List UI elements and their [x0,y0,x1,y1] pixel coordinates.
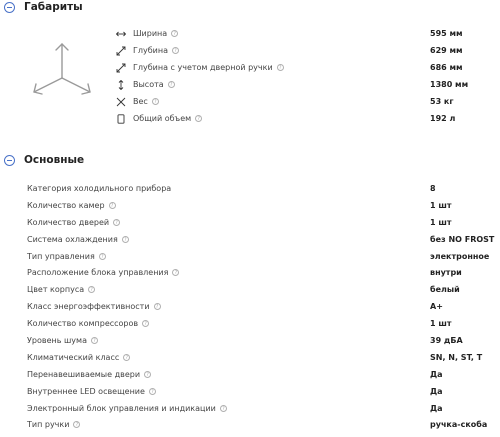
spec-label: Тип управления [27,251,95,261]
spec-label: Перенавешиваемые двери [27,369,141,379]
spec-value: 1 шт [430,319,452,329]
spec-row [27,298,496,315]
spec-row [27,416,496,433]
dimensions-list [116,25,496,127]
collapse-icon[interactable] [4,2,15,13]
dimension-value: 192 л [430,114,456,123]
dimension-label: Глубина с учетом дверной ручки [133,63,273,72]
spec-row [27,214,496,231]
spec-label: Тип ручки [27,420,70,430]
spec-value: внутри [430,268,462,278]
dimension-label: Вес [133,97,148,106]
dimension-label: Ширина [133,29,168,38]
section-header-main[interactable] [4,153,84,167]
spec-row [27,248,496,265]
depth-icon [116,46,126,56]
info-icon[interactable] [171,30,178,37]
dimension-label: Высота [133,80,164,89]
spec-value: белый [430,285,460,295]
dimension-row-width [116,25,496,42]
spec-value: Да [430,403,443,413]
spec-row [27,315,496,332]
spec-label: Климатический класс [27,352,120,362]
spec-row [27,332,496,349]
info-icon[interactable] [195,115,202,122]
spec-label: Расположение блока управления [27,268,169,278]
spec-label: Количество камер [27,200,105,210]
spec-value: 39 дБА [430,335,463,345]
spec-label: Уровень шума [27,335,87,345]
info-icon[interactable] [122,236,129,243]
dimension-value: 1380 мм [430,80,469,89]
dimension-row-volume [116,110,496,127]
section-title-main: Основные [24,154,85,166]
volume-icon [116,114,126,124]
info-icon[interactable] [142,320,149,327]
spec-row [27,231,496,248]
spec-label: Класс энергоэффективности [27,302,150,312]
spec-label: Система охлаждения [27,234,118,244]
dimension-label: Общий объем [133,114,192,123]
info-icon[interactable] [172,269,179,276]
dimension-value: 686 мм [430,63,463,72]
width-icon [116,29,126,39]
spec-label: Количество компрессоров [27,319,139,329]
spec-label: Цвет корпуса [27,285,85,295]
main-spec-list [27,180,496,433]
spec-value: 8 [430,183,436,193]
info-icon[interactable] [109,202,116,209]
info-icon[interactable] [91,337,98,344]
height-icon [116,80,126,90]
dimension-row-depth [116,42,496,59]
info-icon[interactable] [277,64,284,71]
dimension-value: 53 кг [430,97,454,106]
info-icon[interactable] [149,388,156,395]
spec-value: SN, N, ST, T [430,352,483,362]
spec-label: Внутреннее LED освещение [27,386,145,396]
dimension-row-depth-handle [116,59,496,76]
weight-icon [116,97,126,107]
spec-value: Да [430,369,443,379]
spec-value: 1 шт [430,200,452,210]
dimensions-axes-icon [30,40,94,104]
spec-value: Да [430,386,443,396]
info-icon[interactable] [88,286,95,293]
dimension-value: 629 мм [430,46,463,55]
section-header-dimensions[interactable] [4,0,83,14]
spec-value: без NO FROST [430,234,495,244]
dimension-label: Глубина [133,46,168,55]
spec-label: Количество дверей [27,217,110,227]
spec-row [27,264,496,281]
info-icon[interactable] [168,81,175,88]
spec-row [27,349,496,366]
collapse-icon[interactable] [4,155,15,166]
info-icon[interactable] [144,371,151,378]
info-icon[interactable] [73,421,80,428]
depth-handle-icon [116,63,126,73]
info-icon[interactable] [99,253,106,260]
info-icon[interactable] [220,405,227,412]
dimension-row-weight [116,93,496,110]
info-icon[interactable] [154,303,161,310]
spec-row [27,180,496,197]
spec-label: Электронный блок управления и индикации [27,403,216,413]
spec-row [27,281,496,298]
spec-row [27,197,496,214]
info-icon[interactable] [113,219,120,226]
spec-value: ручка-скоба [430,420,488,430]
dimension-value: 595 мм [430,29,463,38]
dimension-row-height [116,76,496,93]
spec-value: электронное [430,251,490,261]
spec-row [27,366,496,383]
spec-row [27,383,496,400]
spec-value: 1 шт [430,217,452,227]
spec-label: Категория холодильного прибора [27,183,172,193]
spec-row [27,400,496,417]
info-icon[interactable] [123,354,130,361]
section-title-dimensions: Габариты [24,1,83,13]
info-icon[interactable] [172,47,179,54]
info-icon[interactable] [152,98,159,105]
spec-value: A+ [430,302,443,312]
